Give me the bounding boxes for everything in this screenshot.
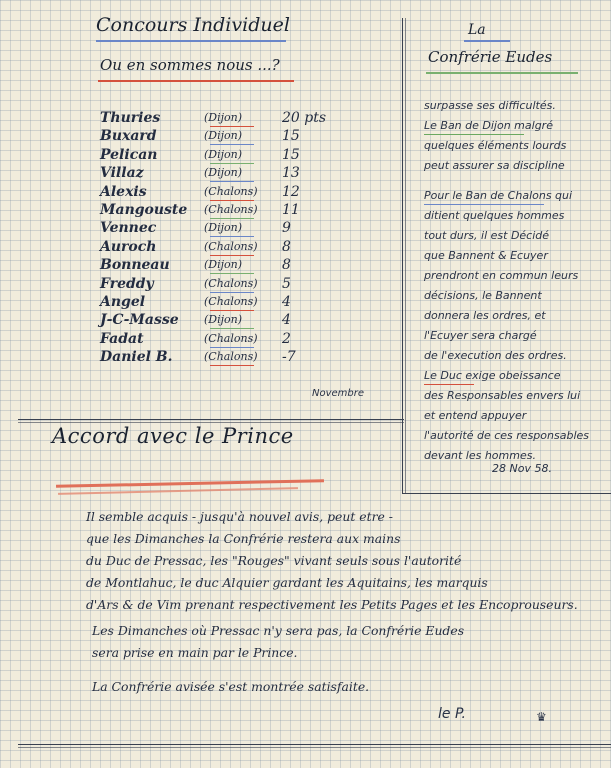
left-title: Concours Individuel	[96, 14, 290, 36]
section-divider-inner	[18, 422, 404, 423]
text-line: du Duc de Pressac, les "Rouges" vivant seuls sous l'autorité	[86, 553, 462, 568]
text-line: l'autorité de ces responsables	[424, 429, 589, 442]
standings-points: 2	[282, 330, 291, 347]
standings-city-underline	[210, 310, 254, 311]
right-title-line1-underline	[464, 40, 510, 42]
standings-city-underline	[210, 181, 254, 182]
standings-city: (Dijon)	[204, 166, 243, 180]
bottom-title: Accord avec le Prince	[52, 424, 294, 448]
standings-row	[100, 184, 330, 202]
standings-points: 9	[282, 220, 291, 237]
standings-row	[100, 147, 330, 165]
standings-points: 8	[282, 238, 291, 255]
right-underline-duc	[424, 384, 474, 385]
text-line: ditient quelques hommes	[424, 209, 565, 222]
section-divider	[18, 419, 404, 420]
right-paragraph-2	[424, 186, 604, 366]
left-subtitle: Ou en sommes nous ...?	[100, 56, 280, 74]
standings-city: (Dijon)	[204, 111, 243, 124]
standings-name: Auroch	[100, 238, 157, 255]
standings-points: 12	[282, 183, 300, 200]
standings-name: Thuries	[100, 110, 161, 126]
standings-city: (Chalons)	[204, 295, 258, 308]
right-paragraph-1	[424, 96, 604, 176]
text-line: que Bannent & Ecuyer	[424, 249, 548, 262]
standings-row	[100, 202, 330, 220]
text-line: Le Ban de Dijon malgré	[424, 119, 553, 132]
standings-city-underline	[210, 200, 254, 201]
standings-points: 4	[282, 294, 291, 310]
right-title-line2-underline	[426, 72, 578, 74]
standings-row	[100, 239, 330, 257]
standings-name: J-C-Masse	[100, 312, 179, 329]
standings-name: Fadat	[100, 330, 144, 347]
standings-points: 13	[282, 165, 300, 182]
standings-city: (Dijon)	[204, 313, 243, 327]
text-line: de Montlahuc, le duc Alquier gardant les Aquitains, les marquis	[86, 575, 488, 590]
text-line: des Responsables envers lui	[424, 389, 581, 402]
standings-city-underline	[210, 347, 254, 348]
standings-name: Pelican	[100, 146, 158, 163]
standings-city: (Chalons)	[204, 331, 258, 345]
standings-points: 15	[282, 146, 300, 163]
standings-row	[100, 294, 330, 312]
standings-note: Novembre	[312, 388, 365, 399]
standings-city-underline	[210, 255, 254, 256]
text-line: peut assurer sa discipline	[424, 159, 565, 172]
text-line: décisions, le Bannent	[424, 289, 542, 302]
standings-name: Buxard	[100, 128, 157, 145]
bottom-paragraph-1	[86, 506, 601, 616]
standings-points: 4	[282, 312, 291, 329]
standings-points: 11	[282, 202, 300, 218]
standings-name: Angel	[100, 294, 146, 310]
standings-name: Alexis	[100, 183, 147, 200]
text-line: surpasse ses difficultés.	[424, 99, 556, 112]
standings-city-underline	[210, 292, 254, 293]
bottom-paragraph-3: La Confrérie avisée s'est montrée satisfaite.	[92, 679, 370, 694]
standings-row	[100, 349, 330, 367]
standings-name: Bonneau	[100, 257, 170, 274]
standings-row	[100, 312, 330, 330]
text-line: Pour le Ban de Chalons qui	[424, 189, 573, 202]
right-paragraph-3	[424, 366, 604, 466]
text-line: Les Dimanches où Pressac n'y sera pas, la Confrérie Eudes	[92, 623, 465, 638]
standings-name: Vennec	[100, 220, 157, 237]
standings-city: (Dijon)	[204, 147, 243, 161]
standings-name: Mangouste	[100, 202, 188, 218]
standings-points: 20 pts	[282, 110, 327, 126]
bottom-title-underline-2	[58, 487, 298, 495]
standings-name: Daniel B.	[100, 349, 173, 366]
standings-city-underline	[210, 144, 254, 145]
right-title-line1: La	[468, 22, 486, 38]
standings-city-underline	[210, 365, 254, 366]
standings-city-underline	[210, 126, 254, 127]
text-line: et entend appuyer	[424, 409, 527, 422]
text-line: d'Ars & de Vim prenant respectivement les Petits Pages et les Encoprouseurs.	[86, 597, 578, 612]
standings-city: (Dijon)	[204, 258, 243, 272]
right-date: 28 Nov 58.	[492, 462, 552, 475]
standings-row	[100, 276, 330, 294]
bottom-rule	[18, 744, 611, 745]
standings-city: (Chalons)	[204, 350, 258, 364]
standings-points: 5	[282, 275, 291, 292]
text-line: Le Duc exige obeissance	[424, 369, 561, 382]
standings-row	[100, 165, 330, 183]
standings-city: (Dijon)	[204, 221, 243, 235]
text-line: que les Dimanches la Confrérie restera aux mains	[86, 531, 401, 546]
crown-icon: ♛	[536, 710, 547, 724]
left-subtitle-underline	[98, 80, 294, 82]
text-line: de l'execution des ordres.	[424, 349, 567, 362]
standings-city-underline	[210, 163, 254, 164]
standings-city: (Chalons)	[204, 203, 258, 216]
text-line: tout durs, il est Décidé	[424, 229, 550, 242]
standings-row	[100, 110, 330, 128]
standings-city-underline	[210, 273, 254, 274]
vertical-divider-inner	[405, 18, 406, 494]
standings-points: 15	[282, 128, 300, 145]
standings-city: (Dijon)	[204, 129, 243, 143]
standings-name: Freddy	[100, 275, 154, 292]
standings-row	[100, 331, 330, 349]
standings-city-underline	[210, 236, 254, 237]
right-box-bottom-rule	[402, 493, 611, 494]
text-line: l'Ecuyer sera chargé	[424, 329, 537, 342]
standings-row	[100, 257, 330, 275]
text-line: quelques éléments lourds	[424, 139, 567, 152]
standings-city: (Chalons)	[204, 239, 258, 253]
text-line: sera prise en main par le Prince.	[92, 645, 298, 660]
text-line: devant les hommes.	[424, 449, 536, 462]
standings-row	[100, 128, 330, 146]
signature: le P.	[438, 706, 466, 722]
left-title-underline	[96, 40, 286, 42]
right-underline-dijon	[424, 134, 524, 135]
standings-city-underline	[210, 328, 254, 329]
standings-points: -7	[282, 349, 296, 366]
text-line: donnera les ordres, et	[424, 309, 546, 322]
bottom-rule-inner	[18, 747, 611, 748]
standings-points: 8	[282, 257, 291, 274]
standings-city: (Chalons)	[204, 276, 258, 290]
standings-city: (Chalons)	[204, 184, 258, 198]
standings-name: Villaz	[100, 165, 144, 182]
standings-row	[100, 220, 330, 238]
text-line: prendront en commun leurs	[424, 269, 579, 282]
right-underline-chalons	[424, 204, 544, 205]
text-line: Il semble acquis - jusqu'à nouvel avis, peut etre -	[86, 509, 393, 524]
right-title-line2: Confrérie Eudes	[428, 48, 553, 66]
bottom-paragraph-2	[92, 620, 602, 664]
standings-city-underline	[210, 218, 254, 219]
